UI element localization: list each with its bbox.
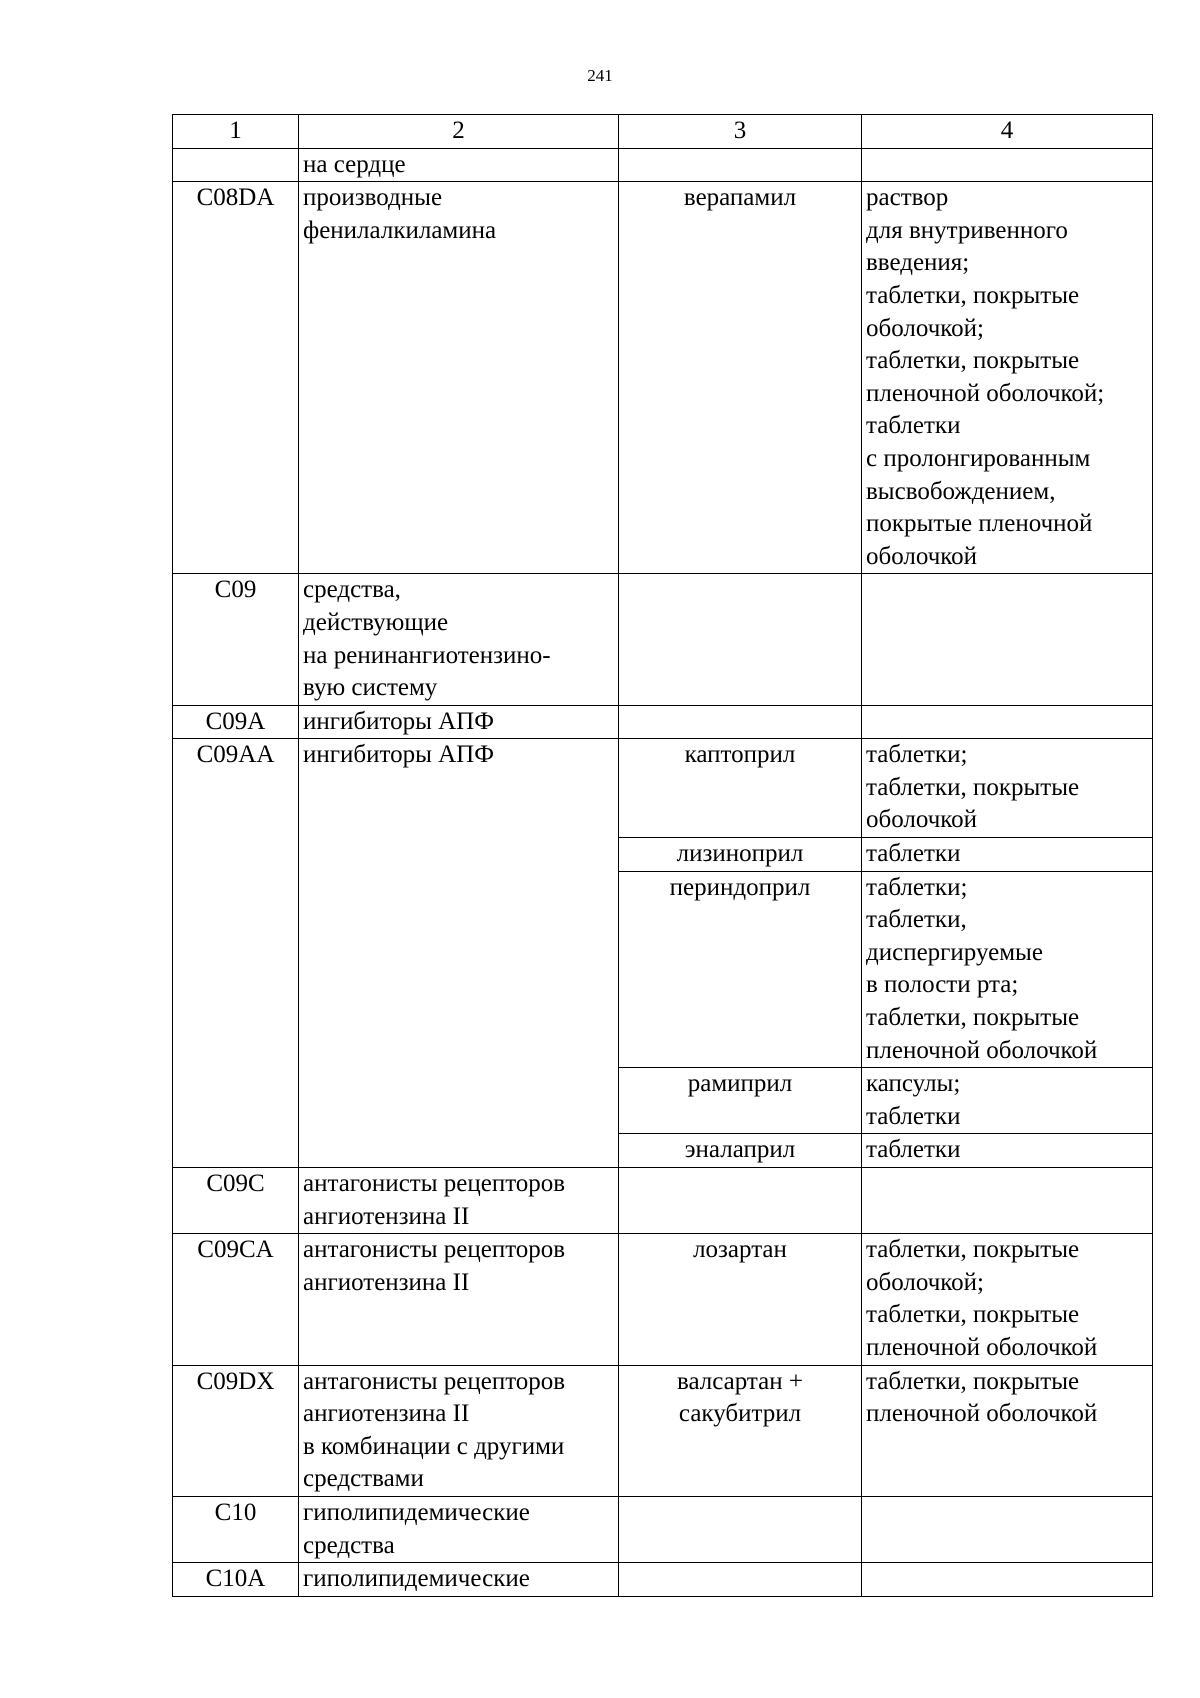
drug-name-cell-line: эналаприл	[684, 1136, 796, 1164]
dosage-form-cell-line: таблетки, покрытые	[866, 773, 1080, 801]
group-name-cell	[299, 739, 619, 1168]
group-name-cell	[299, 148, 619, 182]
atc-code-cell	[173, 182, 299, 574]
group-name-cell	[299, 1496, 619, 1562]
table-row	[173, 182, 1153, 574]
dosage-form-cell-line: пленочной оболочкой	[866, 1036, 1098, 1064]
group-name-cell-line: действующие	[303, 608, 449, 636]
atc-code-cell-line: C10A	[205, 1565, 266, 1593]
dosage-form-cell	[862, 739, 1153, 838]
drug-name-cell	[619, 574, 862, 705]
dosage-form-cell	[862, 838, 1153, 872]
dosage-form-cell-line: введения;	[866, 249, 970, 277]
group-name-cell-line: на ренинангиотензино-	[303, 641, 551, 669]
group-name-cell-line: производные	[303, 184, 443, 212]
dosage-form-cell	[862, 574, 1153, 705]
drug-name-cell	[619, 1134, 862, 1168]
atc-code-cell	[173, 705, 299, 739]
atc-code-cell	[173, 1168, 299, 1234]
drug-name-cell-line: валсартан +	[677, 1367, 803, 1395]
group-name-cell-line: фенилалкиламина	[303, 216, 497, 244]
drug-name-cell	[619, 1365, 862, 1496]
group-name-cell-line: антагонисты рецепторов	[303, 1367, 566, 1395]
group-name-cell-line: гиполипидемические	[303, 1498, 530, 1526]
header-col-4: 4	[862, 115, 1153, 149]
dosage-form-cell	[862, 1496, 1153, 1562]
dosage-form-cell-line: таблетки	[866, 412, 961, 440]
drug-name-cell	[619, 1168, 862, 1234]
atc-code-cell-line: C09C	[206, 1170, 265, 1197]
group-name-cell-line: на сердце	[303, 150, 406, 178]
dosage-form-cell-line: пленочной оболочкой	[866, 1400, 1098, 1428]
group-name-cell	[299, 1365, 619, 1496]
dosage-form-cell-line: оболочкой	[866, 806, 978, 834]
dosage-form-cell-line: высвобождением,	[866, 477, 1056, 505]
dosage-form-cell	[862, 1068, 1153, 1134]
group-name-cell-line: средства	[303, 1531, 395, 1559]
drug-name-cell	[619, 705, 862, 739]
dosage-form-cell	[862, 871, 1153, 1068]
dosage-form-cell	[862, 148, 1153, 182]
atc-code-cell	[173, 1563, 299, 1597]
table-row	[173, 1168, 1153, 1234]
atc-code-cell	[173, 148, 299, 182]
atc-code-cell-line: C09	[214, 576, 257, 604]
dosage-form-cell-line: оболочкой;	[866, 1268, 984, 1296]
group-name-cell-line: ингибиторы АПФ	[303, 707, 494, 735]
atc-code-cell-line: C09A	[205, 707, 266, 735]
dosage-form-cell-line: для внутривенного	[866, 216, 1068, 244]
atc-code-cell	[173, 574, 299, 705]
drug-name-cell	[619, 871, 862, 1068]
group-name-cell-line: антагонисты рецепторов	[303, 1170, 566, 1197]
table-row	[173, 1496, 1153, 1562]
group-name-cell	[299, 574, 619, 705]
dosage-form-cell-line: таблетки;	[866, 873, 968, 901]
atc-code-cell-line: C09AA	[196, 741, 275, 769]
table-row	[173, 705, 1153, 739]
group-name-cell-line: средствами	[303, 1465, 424, 1493]
table-row	[173, 1563, 1153, 1597]
dosage-form-cell	[862, 1563, 1153, 1597]
dosage-form-cell-line: таблетки, покрытые	[866, 1004, 1080, 1032]
drug-name-cell	[619, 1563, 862, 1597]
drug-name-cell-line: каптоприл	[684, 741, 796, 769]
dosage-form-cell-line: таблетки	[866, 1136, 961, 1164]
dosage-form-cell-line: таблетки,	[866, 906, 967, 934]
dosage-form-cell-line: таблетки, покрытые	[866, 1301, 1080, 1329]
atc-code-cell	[173, 739, 299, 1168]
group-name-cell-line: средства,	[303, 576, 401, 604]
drug-name-cell-line: лизиноприл	[676, 840, 804, 868]
group-name-cell	[299, 1563, 619, 1597]
header-col-3: 3	[619, 115, 862, 149]
drug-name-cell-line: периндоприл	[669, 873, 811, 901]
drug-name-cell	[619, 1234, 862, 1365]
group-name-cell-line: гиполипидемические	[303, 1565, 530, 1593]
dosage-form-cell-line: таблетки	[866, 1102, 961, 1130]
drug-name-cell	[619, 838, 862, 872]
atc-code-cell-line: C09DX	[196, 1367, 275, 1395]
dosage-form-cell-line: оболочкой;	[866, 314, 984, 342]
group-name-cell	[299, 182, 619, 574]
atc-code-cell-line: C10	[214, 1498, 257, 1526]
table-row	[173, 1234, 1153, 1365]
dosage-form-cell	[862, 1365, 1153, 1496]
group-name-cell-line: в комбинации с другими	[303, 1432, 565, 1460]
dosage-form-cell-line: таблетки, покрытые	[866, 1367, 1080, 1395]
drug-name-cell-line: сакубитрил	[678, 1400, 802, 1428]
dosage-form-cell-line: в полости рта;	[866, 971, 1019, 999]
dosage-form-cell-line: покрытые пленочной	[866, 510, 1093, 538]
drug-name-cell-line: лозартан	[693, 1236, 787, 1264]
dosage-form-cell	[862, 1234, 1153, 1365]
atc-code-cell	[173, 1234, 299, 1365]
dosage-form-cell-line: таблетки, покрытые	[866, 347, 1080, 375]
drug-name-cell	[619, 739, 862, 838]
table-row	[173, 739, 1153, 838]
group-name-cell	[299, 1168, 619, 1234]
atc-code-cell	[173, 1496, 299, 1562]
dosage-form-cell-line: диспергируемые	[866, 938, 1043, 966]
group-name-cell-line: ангиотензина II	[303, 1202, 470, 1230]
group-name-cell	[299, 1234, 619, 1365]
drug-name-cell	[619, 148, 862, 182]
group-name-cell-line: вую систему	[303, 674, 438, 702]
dosage-form-cell	[862, 1168, 1153, 1234]
table-row	[173, 1365, 1153, 1496]
drug-classification-table	[172, 114, 1153, 1597]
table-row	[173, 574, 1153, 705]
dosage-form-cell	[862, 182, 1153, 574]
dosage-form-cell	[862, 1134, 1153, 1168]
atc-code-cell	[173, 1365, 299, 1496]
dosage-form-cell-line: таблетки;	[866, 741, 968, 769]
group-name-cell-line: антагонисты рецепторов	[303, 1236, 566, 1264]
drug-name-cell	[619, 182, 862, 574]
table-row	[173, 148, 1153, 182]
dosage-form-cell	[862, 705, 1153, 739]
drug-name-cell	[619, 1068, 862, 1134]
dosage-form-cell-line: пленочной оболочкой;	[866, 379, 1105, 407]
dosage-form-cell-line: раствор	[866, 184, 949, 212]
dosage-form-cell-line: оболочкой	[866, 542, 978, 570]
header-col-1: 1	[173, 115, 299, 149]
group-name-cell	[299, 705, 619, 739]
drug-name-cell	[619, 1496, 862, 1562]
dosage-form-cell-line: капсулы;	[866, 1070, 961, 1098]
dosage-form-cell-line: таблетки	[866, 840, 961, 868]
group-name-cell-line: ангиотензина II	[303, 1400, 470, 1428]
table-header-row	[173, 115, 1153, 149]
atc-code-cell-line: C08DA	[196, 184, 275, 212]
header-col-2: 2	[299, 115, 619, 149]
drug-name-cell-line: рамиприл	[687, 1070, 793, 1098]
drug-name-cell-line: верапамил	[683, 184, 797, 212]
atc-code-cell-line: C09CA	[197, 1236, 274, 1264]
page-number: 241	[587, 66, 613, 85]
dosage-form-cell-line: с пролонгированным	[866, 444, 1091, 472]
group-name-cell-line: ингибиторы АПФ	[303, 741, 494, 769]
group-name-cell-line: ангиотензина II	[303, 1268, 470, 1296]
dosage-form-cell-line: пленочной оболочкой	[866, 1333, 1098, 1361]
dosage-form-cell-line: таблетки, покрытые	[866, 1236, 1080, 1264]
dosage-form-cell-line: таблетки, покрытые	[866, 281, 1080, 309]
